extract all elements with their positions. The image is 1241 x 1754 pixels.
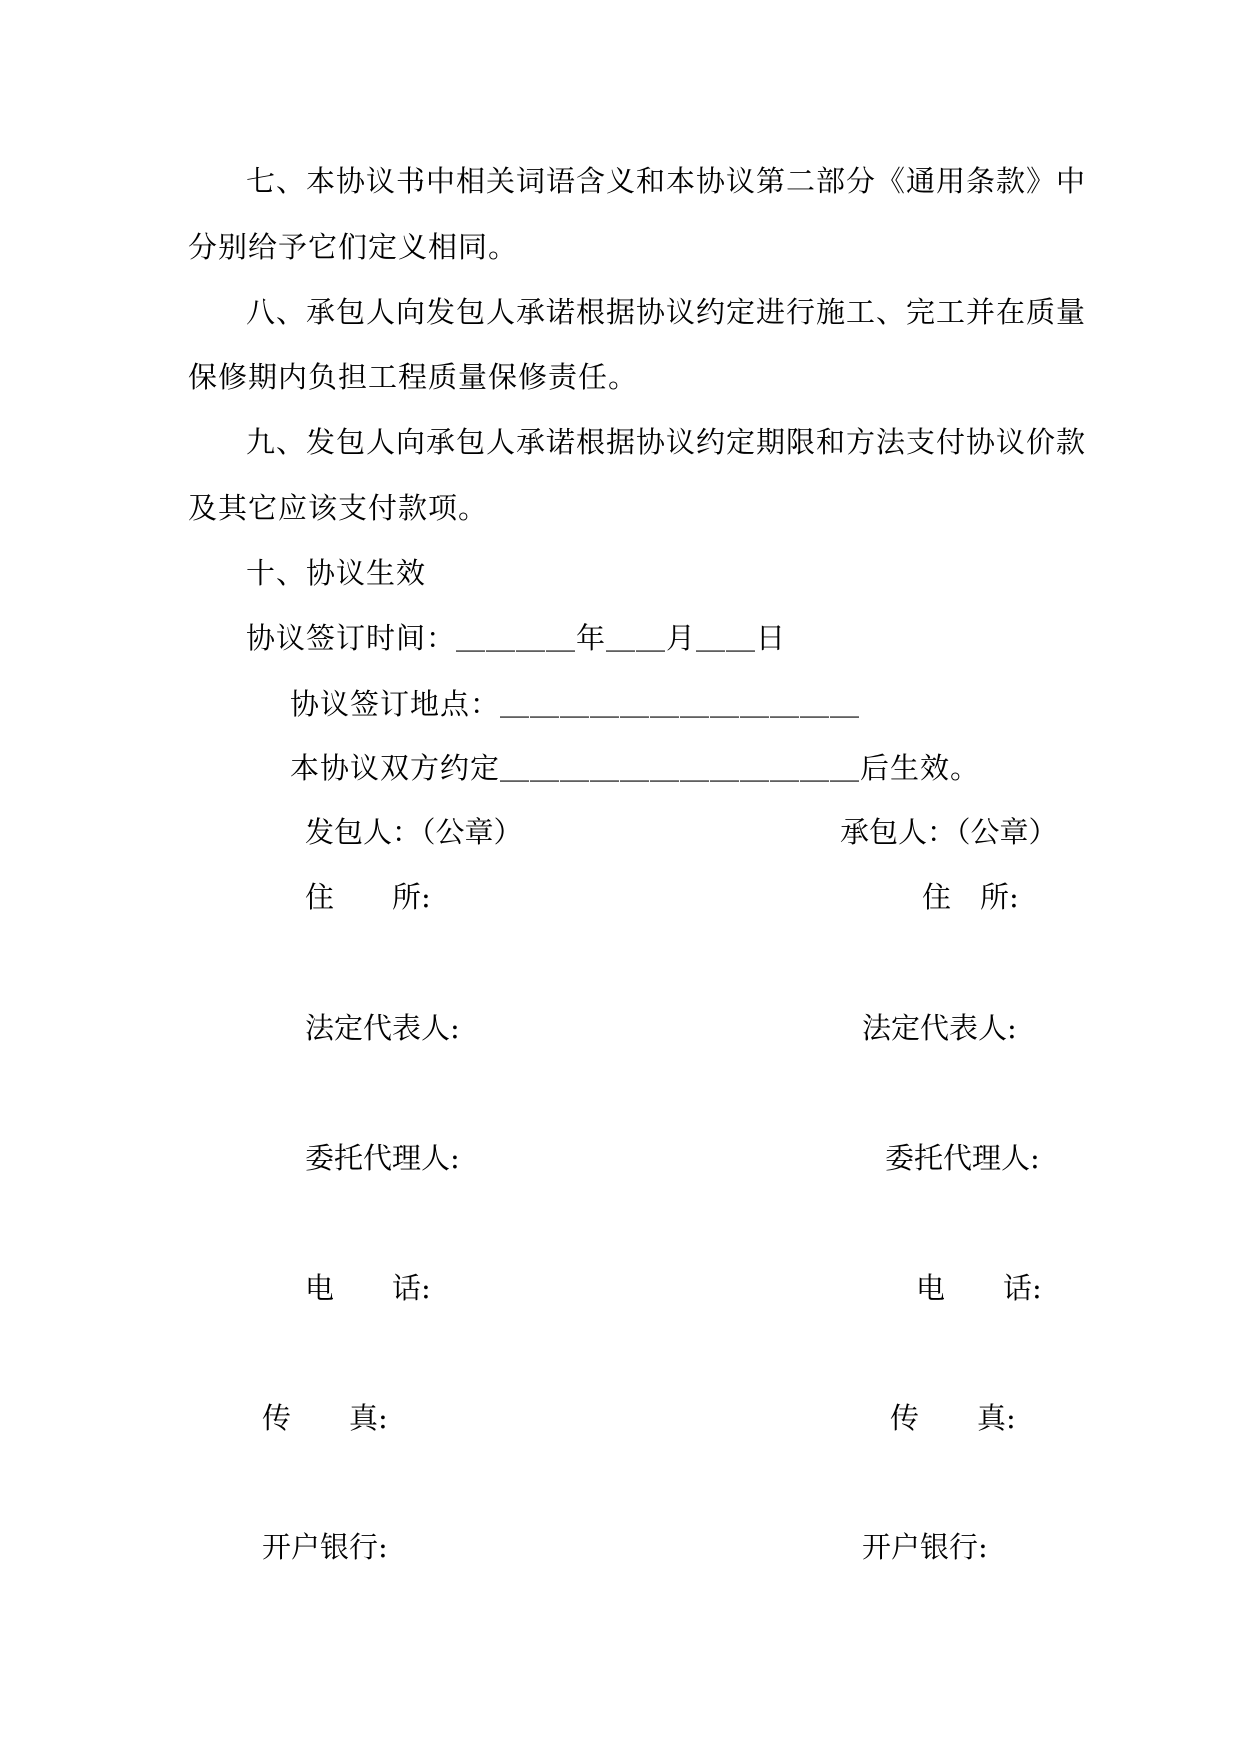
contractor-agent: 委托代理人:	[885, 1141, 1040, 1175]
clause-10-heading: 十、协议生效	[246, 556, 427, 590]
clause-7-line-2: 分别给予它们定义相同。	[188, 230, 519, 264]
clause-9-line-2: 及其它应该支付款项。	[188, 491, 489, 525]
employer-address: 住 所:	[305, 880, 431, 914]
employer-party: 发包人：（公章）	[305, 815, 523, 849]
contractor-fax: 传 真:	[890, 1401, 1016, 1435]
employer-bank: 开户银行:	[262, 1530, 388, 1564]
contractor-phone: 电 话:	[916, 1271, 1042, 1305]
employer-legal-rep: 法定代表人:	[305, 1011, 460, 1045]
effective-condition: 本协议双方约定＿＿＿＿＿＿＿＿＿＿＿＿后生效。	[290, 751, 981, 785]
clause-8-line-1: 八、承包人向发包人承诺根据协议约定进行施工、完工并在质量	[246, 295, 1087, 329]
employer-phone: 电 话:	[305, 1271, 431, 1305]
contractor-address: 住 所:	[922, 880, 1019, 914]
sign-time: 协议签订时间：＿＿＿＿年＿＿月＿＿日	[246, 621, 787, 655]
employer-agent: 委托代理人:	[305, 1141, 460, 1175]
sign-place: 协议签订地点：＿＿＿＿＿＿＿＿＿＿＿＿	[290, 687, 861, 721]
contractor-bank: 开户银行:	[862, 1530, 988, 1564]
clause-9-line-1: 九、发包人向承包人承诺根据协议约定期限和方法支付协议价款	[246, 425, 1087, 459]
clause-7-line-1: 七、本协议书中相关词语含义和本协议第二部分《通用条款》中	[246, 164, 1087, 198]
clause-8-line-2: 保修期内负担工程质量保修责任。	[188, 360, 639, 394]
contractor-legal-rep: 法定代表人:	[862, 1011, 1017, 1045]
employer-fax: 传 真:	[262, 1401, 388, 1435]
contractor-party: 承包人：（公章）	[840, 815, 1058, 849]
